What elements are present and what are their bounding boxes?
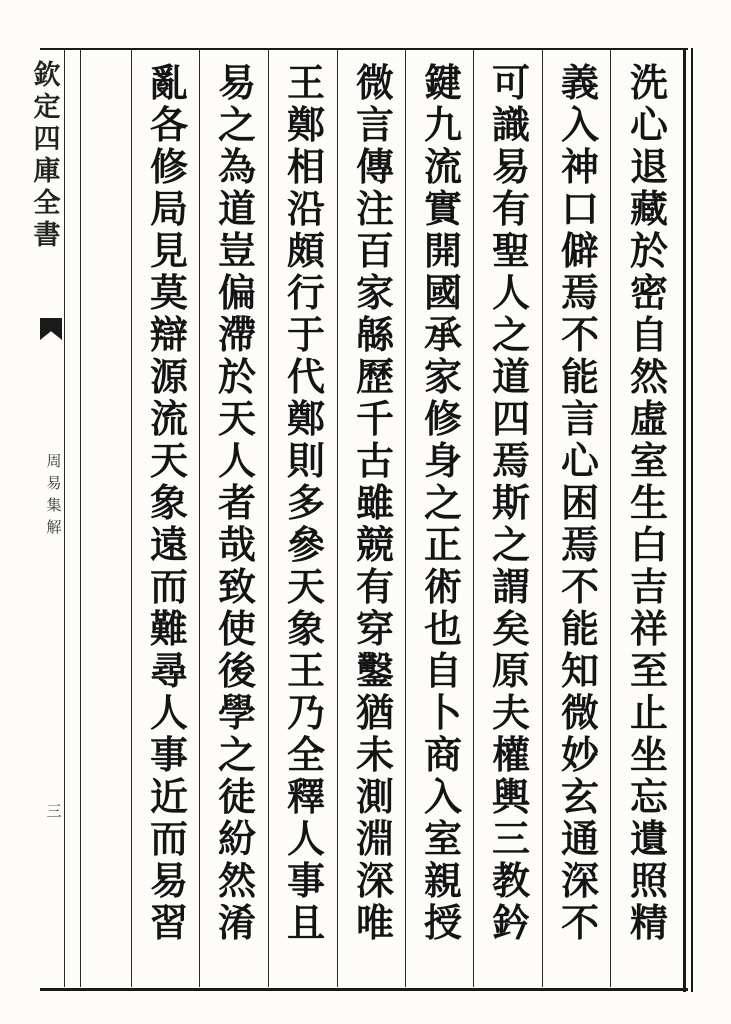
column-char: 測 [355, 774, 394, 819]
column-char: 人 [286, 816, 325, 861]
column-char: 辯 [149, 312, 188, 357]
column-char: 亂 [149, 60, 188, 105]
column-char: 天 [217, 396, 256, 441]
column-char: 未 [355, 732, 394, 777]
column-char: 深 [560, 858, 599, 903]
column-char: 實 [423, 186, 462, 231]
column-char: 易 [149, 858, 188, 903]
column-char: 古 [355, 438, 394, 483]
column-char: 困 [560, 480, 599, 525]
margin-char: 全 [33, 188, 61, 219]
column-char: 退 [629, 144, 668, 189]
column-char: 知 [560, 648, 599, 693]
column-char: 緜 [355, 312, 394, 357]
column-char: 入 [560, 102, 599, 147]
column-char: 身 [423, 438, 462, 483]
column-char: 鑿 [355, 648, 394, 693]
column-char: 有 [491, 186, 530, 231]
column-char: 妙 [560, 732, 599, 777]
column-char: 頗 [286, 228, 325, 273]
column-rule [542, 50, 543, 987]
column-char: 易 [217, 60, 256, 105]
column-char: 事 [286, 858, 325, 903]
column-char: 教 [491, 858, 530, 903]
column-char: 相 [286, 144, 325, 189]
column-char: 可 [491, 60, 530, 105]
column-char: 言 [560, 396, 599, 441]
column-char: 然 [629, 354, 668, 399]
column-char: 有 [355, 564, 394, 609]
column-char: 言 [355, 102, 394, 147]
column-char: 鄭 [286, 396, 325, 441]
column-char: 沿 [286, 186, 325, 231]
margin-char: 易 [46, 474, 62, 492]
column-char: 忘 [629, 774, 668, 819]
column-char: 開 [423, 228, 462, 273]
column-char: 不 [560, 900, 599, 945]
bottom-border [40, 988, 688, 991]
column-char: 且 [286, 900, 325, 945]
top-border [40, 48, 688, 50]
column-char: 之 [217, 102, 256, 147]
column-char: 淵 [355, 816, 394, 861]
column-char: 源 [149, 354, 188, 399]
column-char: 密 [629, 270, 668, 315]
column-char: 坐 [629, 732, 668, 777]
column-char: 修 [423, 396, 462, 441]
column-char: 則 [286, 438, 325, 483]
margin-char: 集 [46, 496, 62, 514]
column-char: 九 [423, 102, 462, 147]
column-char: 道 [217, 186, 256, 231]
column-char: 滯 [217, 312, 256, 357]
column-char: 流 [149, 396, 188, 441]
column-char: 行 [286, 270, 325, 315]
column-char: 玄 [560, 774, 599, 819]
column-char: 神 [560, 144, 599, 189]
column-char: 傳 [355, 144, 394, 189]
column-char: 象 [286, 606, 325, 651]
column-char: 親 [423, 858, 462, 903]
text-column [138, 62, 200, 944]
column-char: 精 [629, 900, 668, 945]
column-char: 見 [149, 228, 188, 273]
column-char: 代 [286, 354, 325, 399]
column-char: 為 [217, 144, 256, 189]
column-char: 權 [491, 732, 530, 777]
text-column [206, 62, 268, 944]
fish-tail-mark [40, 318, 62, 340]
column-char: 天 [286, 564, 325, 609]
column-char: 道 [491, 354, 530, 399]
column-char: 識 [491, 102, 530, 147]
column-char: 商 [423, 732, 462, 777]
column-char: 自 [629, 312, 668, 357]
column-char: 四 [491, 396, 530, 441]
column-char: 事 [149, 732, 188, 777]
column-char: 也 [423, 606, 462, 651]
column-char: 卜 [423, 690, 462, 735]
column-char: 祥 [629, 606, 668, 651]
column-char: 人 [491, 270, 530, 315]
column-char: 原 [491, 648, 530, 693]
column-char: 於 [217, 354, 256, 399]
column-char: 然 [217, 858, 256, 903]
collection-title [32, 60, 62, 252]
column-char: 致 [217, 564, 256, 609]
right-border [683, 48, 693, 992]
column-char: 雖 [355, 480, 394, 525]
column-char: 尋 [149, 648, 188, 693]
column-char: 能 [560, 606, 599, 651]
column-char: 家 [423, 354, 462, 399]
column-char: 乃 [286, 690, 325, 735]
margin-char: 周 [46, 452, 62, 470]
column-char: 象 [149, 480, 188, 525]
column-char: 流 [423, 144, 462, 189]
column-char: 競 [355, 522, 394, 567]
column-char: 莫 [149, 270, 188, 315]
column-char: 王 [286, 60, 325, 105]
margin-char: 欽 [33, 60, 61, 91]
column-char: 微 [560, 690, 599, 735]
column-char: 全 [286, 732, 325, 777]
column-char: 術 [423, 564, 462, 609]
column-char: 多 [286, 480, 325, 525]
column-char: 歷 [355, 354, 394, 399]
column-char: 使 [217, 606, 256, 651]
column-char: 淆 [217, 900, 256, 945]
column-char: 哉 [217, 522, 256, 567]
column-char: 白 [629, 522, 668, 567]
column-char: 者 [217, 480, 256, 525]
column-char: 學 [217, 690, 256, 735]
column-char: 難 [149, 606, 188, 651]
column-char: 斯 [491, 480, 530, 525]
text-column [618, 62, 680, 944]
margin-char: 定 [33, 92, 61, 123]
column-char: 豈 [217, 228, 256, 273]
column-char: 口 [560, 186, 599, 231]
column-char: 于 [286, 312, 325, 357]
column-char: 後 [217, 648, 256, 693]
column-char: 偏 [217, 270, 256, 315]
column-char: 注 [355, 186, 394, 231]
column-char: 不 [560, 312, 599, 357]
column-char: 虛 [629, 396, 668, 441]
column-char: 之 [491, 312, 530, 357]
column-rule [337, 50, 338, 987]
column-char: 參 [286, 522, 325, 567]
column-char: 洗 [629, 60, 668, 105]
column-char: 藏 [629, 186, 668, 231]
column-char: 深 [355, 858, 394, 903]
text-column [549, 62, 611, 944]
column-rule [131, 50, 132, 987]
column-char: 王 [286, 648, 325, 693]
column-char: 遺 [629, 816, 668, 861]
column-char: 之 [491, 522, 530, 567]
column-char: 徒 [217, 774, 256, 819]
column-char: 穿 [355, 606, 394, 651]
column-char: 僻 [560, 228, 599, 273]
column-char: 吉 [629, 564, 668, 609]
margin-char: 書 [33, 220, 61, 251]
column-char: 授 [423, 900, 462, 945]
column-char: 自 [423, 648, 462, 693]
column-char: 心 [629, 102, 668, 147]
column-char: 家 [355, 270, 394, 315]
column-char: 人 [149, 690, 188, 735]
column-char: 義 [560, 60, 599, 105]
column-char: 鍵 [423, 60, 462, 105]
column-char: 微 [355, 60, 394, 105]
column-char: 遠 [149, 522, 188, 567]
column-char: 正 [423, 522, 462, 567]
margin-char: 庫 [33, 156, 61, 187]
column-char: 千 [355, 396, 394, 441]
column-char: 習 [149, 900, 188, 945]
column-char: 焉 [560, 270, 599, 315]
text-column [344, 62, 406, 944]
column-char: 各 [149, 102, 188, 147]
column-char: 止 [629, 690, 668, 735]
text-column [480, 62, 542, 944]
text-column [412, 62, 474, 944]
column-char: 鈐 [491, 900, 530, 945]
column-char: 承 [423, 312, 462, 357]
column-char: 鄭 [286, 102, 325, 147]
page-number: 三 [46, 802, 62, 820]
margin-rule [64, 50, 65, 987]
column-char: 三 [491, 816, 530, 861]
column-char: 國 [423, 270, 462, 315]
column-char: 之 [423, 480, 462, 525]
column-char: 矣 [491, 606, 530, 651]
column-char: 近 [149, 774, 188, 819]
column-char: 焉 [491, 438, 530, 483]
column-char: 人 [217, 438, 256, 483]
column-char: 而 [149, 564, 188, 609]
column-char: 至 [629, 648, 668, 693]
column-char: 局 [149, 186, 188, 231]
column-char: 不 [560, 564, 599, 609]
column-char: 修 [149, 144, 188, 189]
column-char: 猶 [355, 690, 394, 735]
column-char: 天 [149, 438, 188, 483]
margin-char: 解 [46, 518, 62, 536]
column-char: 生 [629, 480, 668, 525]
column-char: 謂 [491, 564, 530, 609]
column-char: 百 [355, 228, 394, 273]
column-char: 通 [560, 816, 599, 861]
column-char: 於 [629, 228, 668, 273]
column-char: 夫 [491, 690, 530, 735]
column-char: 易 [491, 144, 530, 189]
column-rule [80, 50, 81, 987]
column-char: 紛 [217, 816, 256, 861]
column-char: 釋 [286, 774, 325, 819]
column-char: 照 [629, 858, 668, 903]
column-char: 焉 [560, 522, 599, 567]
column-char: 能 [560, 354, 599, 399]
book-title [44, 450, 64, 538]
column-char: 之 [217, 732, 256, 777]
text-column [275, 62, 337, 944]
column-char: 而 [149, 816, 188, 861]
column-char: 室 [423, 816, 462, 861]
column-char: 聖 [491, 228, 530, 273]
margin-char: 四 [33, 124, 61, 155]
column-char: 入 [423, 774, 462, 819]
column-char: 室 [629, 438, 668, 483]
column-char: 唯 [355, 900, 394, 945]
column-rule [268, 50, 269, 987]
column-char: 心 [560, 438, 599, 483]
column-char: 輿 [491, 774, 530, 819]
